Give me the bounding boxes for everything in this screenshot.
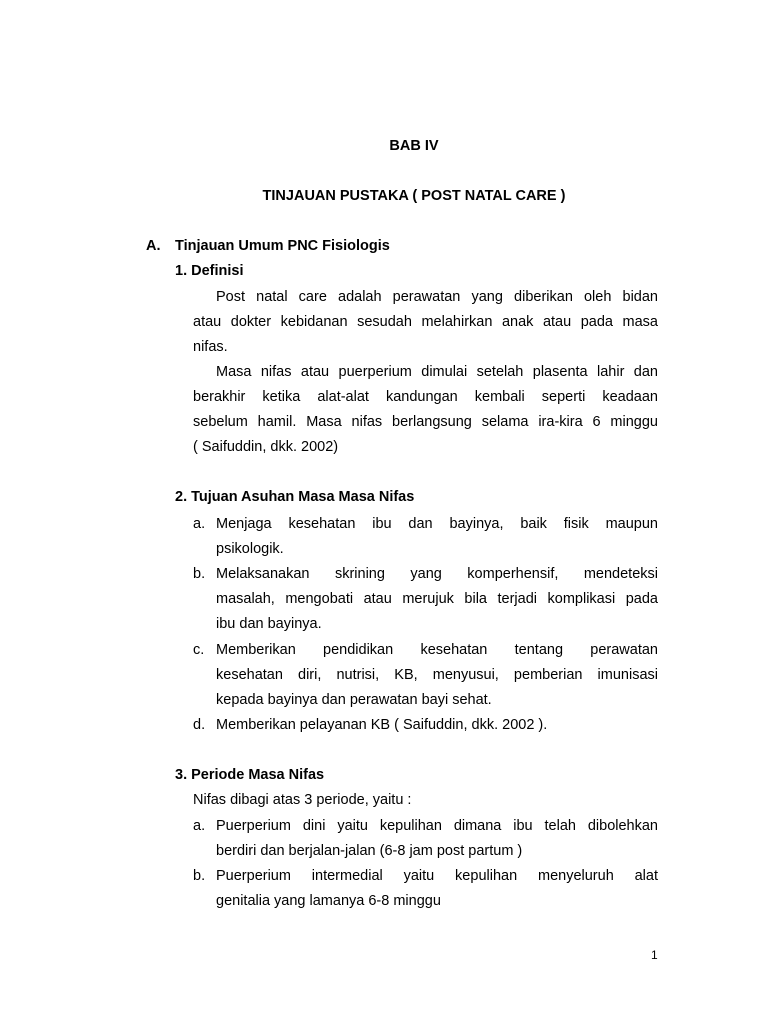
- tujuan-item-line: ibu dan bayinya.: [216, 616, 322, 632]
- periode-heading: 3. Periode Masa Nifas: [175, 767, 325, 783]
- tujuan-item-marker: d.: [193, 717, 206, 733]
- definisi-p1-line: Post natal care adalah perawatan yang diberikan oleh bidan: [216, 289, 658, 305]
- periode-item-line: Puerperium dini yaitu kepulihan dimana ibu telah dibolehkan: [216, 818, 658, 834]
- tujuan-item-line: kesehatan diri, nutrisi, KB, menyusui, pemberian imunisasi: [216, 667, 658, 683]
- definisi-p1-line: atau dokter kebidanan sesudah melahirkan anak atau pada masa: [193, 314, 658, 330]
- tujuan-item-line: psikologik.: [216, 541, 284, 557]
- tujuan-item-line: Memberikan pelayanan KB ( Saifuddin, dkk. 2002 ).: [216, 717, 548, 733]
- tujuan-item-line: masalah, mengobati atau merujuk bila terjadi komplikasi pada: [216, 591, 658, 607]
- periode-intro: Nifas dibagi atas 3 periode, yaitu :: [193, 792, 412, 808]
- tujuan-heading: 2. Tujuan Asuhan Masa Masa Nifas: [175, 489, 415, 505]
- tujuan-item-marker: a.: [193, 516, 206, 532]
- periode-item-line: Puerperium intermedial yaitu kepulihan menyeluruh alat: [216, 868, 658, 884]
- chapter-subtitle: TINJAUAN PUSTAKA ( POST NATAL CARE ): [262, 188, 566, 204]
- periode-item-marker: a.: [193, 818, 206, 834]
- chapter-title: BAB IV: [389, 138, 439, 154]
- tujuan-item-line: kepada bayinya dan perawatan bayi sehat.: [216, 692, 492, 708]
- tujuan-item-marker: b.: [193, 566, 206, 582]
- section-a-heading: Tinjauan Umum PNC Fisiologis: [175, 238, 390, 254]
- tujuan-item-line: Memberikan pendidikan kesehatan tentang perawatan: [216, 642, 658, 658]
- definisi-heading: 1. Definisi: [175, 263, 244, 279]
- page-number: 1: [651, 948, 658, 962]
- definisi-p2-line: sebelum hamil. Masa nifas berlangsung selama ira-kira 6 minggu: [193, 414, 658, 430]
- definisi-p2-line: ( Saifuddin, dkk. 2002): [193, 439, 339, 455]
- tujuan-item-line: Menjaga kesehatan ibu dan bayinya, baik fisik maupun: [216, 516, 658, 532]
- periode-item-line: genitalia yang lamanya 6-8 minggu: [216, 893, 441, 909]
- tujuan-item-marker: c.: [193, 642, 205, 658]
- definisi-p2-line: Masa nifas atau puerperium dimulai setelah plasenta lahir dan: [216, 364, 658, 380]
- periode-item-marker: b.: [193, 868, 206, 884]
- definisi-p1-line: nifas.: [193, 339, 228, 355]
- definisi-p2-line: berakhir ketika alat-alat kandungan kembali seperti keadaan: [193, 389, 658, 405]
- periode-item-line: berdiri dan berjalan-jalan (6-8 jam post partum ): [216, 843, 523, 859]
- section-a-marker: A.: [146, 238, 161, 254]
- tujuan-item-line: Melaksanakan skrining yang komperhensif, mendeteksi: [216, 566, 658, 582]
